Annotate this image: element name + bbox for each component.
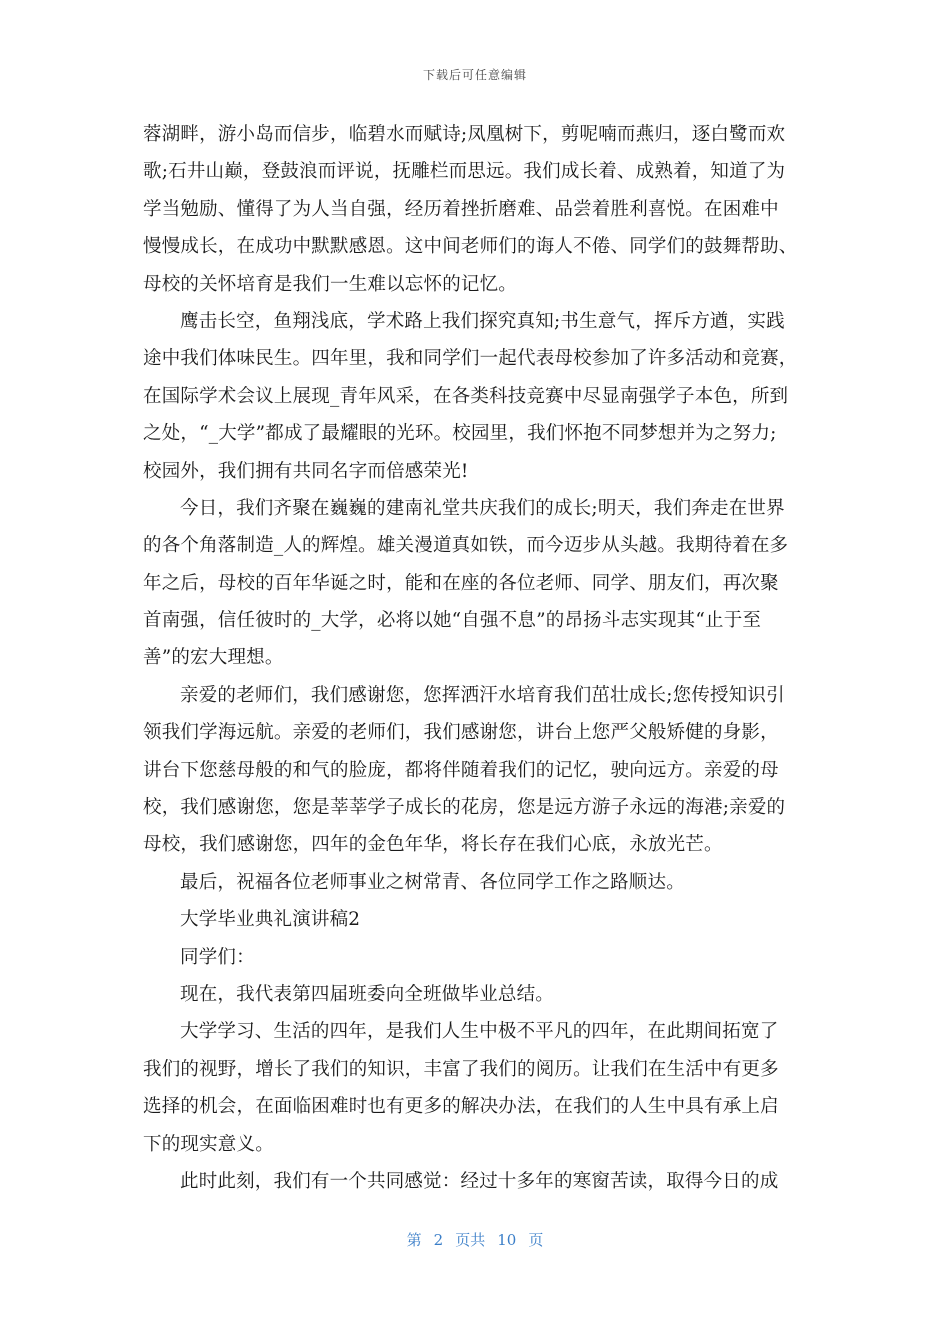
- text-line: 同学们：: [180, 946, 255, 968]
- text-line: 首南强，信任彼时的_大学，必将以她“自强不息”的昂扬斗志实现其“止于至: [143, 610, 762, 632]
- text-line: 途中我们体味民生。四年里，我和同学们一起代表母校参加了许多活动和竞赛，: [143, 348, 798, 370]
- document-body: [143, 116, 819, 1200]
- page-header: 下载后可任意编辑: [422, 68, 527, 82]
- text-line: 大学毕业典礼演讲稿2: [180, 909, 361, 931]
- text-line: 选择的机会，在面临困难时也有更多的解决办法，在我们的人生中具有承上启: [143, 1096, 779, 1118]
- text-line: 领我们学海远航。亲爱的老师们，我们感谢您，讲台上您严父般矫健的身影，: [143, 722, 779, 744]
- text-line: 今日，我们齐聚在巍巍的建南礼堂共庆我们的成长;明天，我们奔走在世界: [180, 497, 785, 519]
- text-line: 大学学习、生活的四年，是我们人生中极不平凡的四年，在此期间拓宽了: [180, 1021, 779, 1043]
- footer-middle: 页共: [455, 1231, 486, 1249]
- text-line: 下的现实意义。: [143, 1133, 274, 1155]
- text-line: 校园外，我们拥有共同名字而倍感荣光!: [143, 460, 469, 482]
- text-line: 蓉湖畔，游小岛而信步，临碧水而赋诗;凤凰树下，剪呢喃而燕归，逐白鹭而欢: [143, 124, 786, 145]
- text-line: 校，我们感谢您，您是莘莘学子成长的花房，您是远方游子永远的海港;亲爱的: [143, 797, 786, 819]
- footer-suffix: 页: [528, 1231, 544, 1249]
- text-line: 在国际学术会议上展现_青年风采，在各类科技竞赛中尽显南强学子本色，所到: [143, 385, 789, 407]
- text-line: 我们的视野，增长了我们的知识，丰富了我们的阅历。让我们在生活中有更多: [143, 1058, 779, 1080]
- text-line: 歌;石井山巅，登鼓浪而评说，抚雕栏而思远。我们成长着、成熟着，知道了为: [143, 161, 786, 183]
- text-line: 亲爱的老师们，我们感谢您，您挥洒汗水培育我们茁壮成长;您传授知识引: [180, 684, 785, 706]
- text-line: 年之后，母校的百年华诞之时，能和在座的各位老师、同学、朋友们，再次聚: [143, 572, 779, 594]
- text-line: 现在，我代表第四届班委向全班做毕业总结。: [180, 983, 555, 1005]
- text-line: 学当勉励、懂得了为人当自强，经历着挫折磨难、品尝着胜利喜悦。在困难中: [143, 198, 779, 220]
- text-line: 母校的关怀培育是我们一生难以忘怀的记忆。: [143, 273, 518, 295]
- text-line: 慢慢成长，在成功中默默感恩。这中间老师们的诲人不倦、同学们的鼓舞帮助、: [143, 236, 798, 258]
- footer-current-page: 2: [433, 1231, 444, 1249]
- page-footer: [0, 1229, 950, 1250]
- text-line: 最后，祝福各位老师事业之树常青、各位同学工作之路顺达。: [180, 871, 685, 893]
- text-line: 鹰击长空，鱼翔浅底，学术路上我们探究真知;书生意气，挥斥方遒，实践: [180, 310, 785, 332]
- footer-prefix: 第: [406, 1231, 422, 1249]
- text-line: 的各个角落制造_人的辉煌。雄关漫道真如铁，而今迈步从头越。我期待着在多: [143, 535, 789, 557]
- text-line: 母校，我们感谢您，四年的金色年华，将长存在我们心底，永放光芒。: [143, 834, 723, 856]
- text-line: 此时此刻，我们有一个共同感觉：经过十多年的寒窗苦读，取得今日的成: [180, 1170, 779, 1192]
- footer-total-pages: 10: [497, 1231, 517, 1249]
- text-line: 之处，“_大学”都成了最耀眼的光环。校园里，我们怀抱不同梦想并为之努力;: [143, 423, 777, 445]
- text-line: 善”的宏大理想。: [143, 647, 284, 669]
- text-line: 讲台下您慈母般的和气的脸庞，都将伴随着我们的记忆，驶向远方。亲爱的母: [143, 759, 779, 781]
